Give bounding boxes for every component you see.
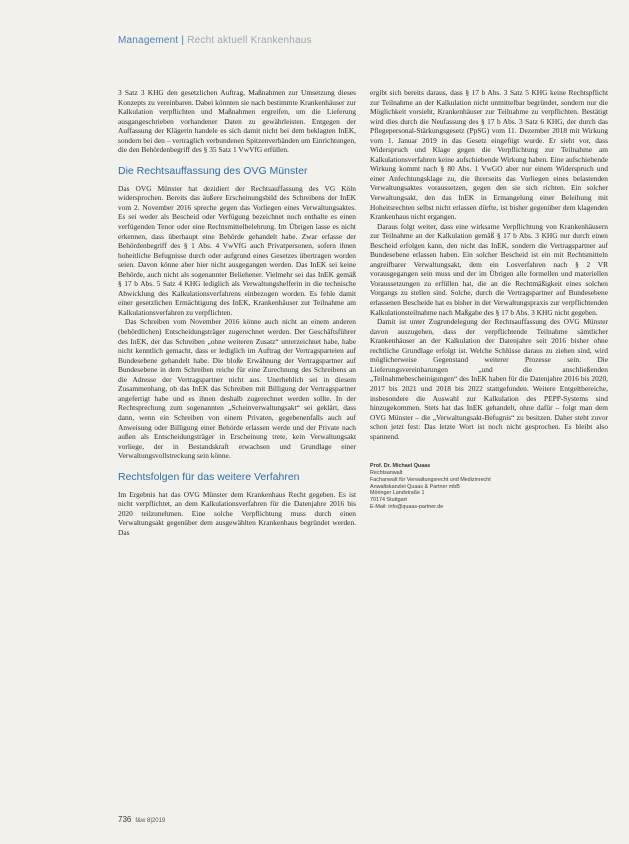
page-number: 736 — [118, 815, 132, 824]
author-line: Fachanwalt für Verwaltungsrecht und Medizinrecht — [370, 476, 491, 483]
paragraph: Daraus folgt weiter, dass eine wirksame Verpflichtung von Krankenhäusern zur Teilnahme an der Kalkulation gemäß § 17 b Abs. 3 KHG nur durch einen Bescheid erfolgen kann, den nicht das InEK, sondern die Vertragspartner auf Bundesebene erlassen haben. Ein solcher Bescheid ist ein mit Rechtsmitteln angreifbarer Verwaltungsakt, dem ein Losverfahren nach § 2 VR vorausgegangen sein muss und der im Übrigen alle formellen und materiellen Voraussetzungen zu erfüllen hat, die an die Rechtmäßigkeit eines solchen Vorgangs zu stellen sind. Solche, durch die Vertragspartner auf Bundesebene erlassenen Bescheide hat es bisher in der Verwaltungspraxis zur verpflichtenden Kalkulationsteilnahme nach Maßgabe des § 17 b Abs. 3 KHG nicht gegeben. — [370, 221, 608, 317]
header-section: Management — [118, 35, 179, 46]
header-separator: | — [181, 35, 185, 46]
section-heading: Rechtsfolgen für das weitere Verfahren — [118, 470, 300, 483]
author-name: Prof. Dr. Michael Quaas — [370, 463, 431, 470]
author-line: Anwaltskanzlei Quaas & Partner mbB — [370, 483, 460, 490]
section-heading: Die Rechtsauffassung des OVG Münster — [118, 164, 308, 177]
author-line: 70174 Stuttgart — [370, 497, 407, 504]
paragraph: 3 Satz 3 KHG den gesetzlichen Auftrag, Maßnahmen zur Umsetzung dieses Konzepts zu vereinbaren. Dabei könnten sie nach bestimmte Krankenhäuser zur Kalkulation verpflichten und Maßnahmen ergreifen, um die Lieferung ausgangeschrieben vorhandener Daten zu gewährleisten. Entgegen der Auffassung der Klägerin handele es sich damit nicht bei dem beklagten InEK, sondern bei den – vertraglich verbundenen Spitzenverbänden um Einrichtungen, die den Behördenbegriff des § 35 Satz 1 VwVfG erfüllen. — [118, 88, 356, 155]
left-column — [118, 88, 356, 537]
paragraph: Im Ergebnis hat das OVG Münster dem Krankenhaus Recht gegeben. Es ist nicht verpflichtet, an dem Kalkulationsverfahren für die Datenjahre 2016 bis 2020 teilzunehmen. Eine solche Verpflichtung muss durch einen Verwaltungsakt gegenüber dem ausgewählten Krankenhaus begründet werden. Das — [118, 489, 356, 537]
paragraph: Damit ist unter Zugrundelegung der Rechtsauffassung des OVG Münster davon auszugehen, dass der verpflichtende Teilnahme sämtlicher Krankenhäuser an der Kalkulation der Datenjahre seit 2016 bisher ohne rechtliche Grundlage erfolgt ist. Welche Schlüsse daraus zu ziehen sind, wird möglicherweise Gegenstand weiterer Prozesse sein. Die Lieferungsvereinbarungen „und die anschließenden „Teilnahmebescheinigungen“ des InEK haben für die Datenjahre 2016 bis 2020, 2017 bis 2021 und 2018 bis 2022 stattgefunden. Weitere Entgeltbereiche, insbesondere die Auswahl zur Kalkulation des PEPP-Systems sind hinzugekommen. Stets hat das InEK gehandelt, ohne dafür – folgt man dem OVG Münster – die „Verwaltungsakt-Befugnis“ zu besitzen. Daher steht zuvor schon jetzt fest: Das letzte Wort ist noch nicht gesprochen. Es bleibt also spannend. — [370, 317, 608, 441]
paragraph: ergibt sich bereits daraus, dass § 17 b Abs. 3 Satz 5 KHG keine Rechtspflicht zur Teilnahme an der Kalkulation nicht unmittelbar begründet, sondern nur die Möglichkeit vorsieht, Krankenhäuser zur Teilnahme zu verpflichten. Bestätigt wird dies durch die Neufassung des § 17 b Abs. 3 Satz 6 KHG, der durch das Pflegepersonal-Stärkungsgesetz (PpSG) vom 11. Dezember 2018 mit Wirkung vom 1. Januar 2019 in das Gesetz eingefügt wurde. Er sieht vor, dass Widerspruch und Klage gegen die Verpflichtung zur Teilnahme am Kalkulationsverfahren keine aufschiebende Wirkung haben. Eine aufschiebende Wirkung kommt nach § 80 Abs. 1 VwGO aber nur einem Widerspruch und einer Anfechtungsklage zu, die ihrerseits das Vorliegen eines belastenden Verwaltungsaktes voraussetzen, gegen den sie sich richten. Ein solcher Verwaltungsakt, den das InEK in Ermangelung einer Beleihung mit Hoheitsrechten selbst nicht erlassen dürfte, ist bisher gegenüber dem klagenden Krankenhaus nicht ergangen. — [370, 88, 608, 222]
paragraph: Das Schreiben vom November 2016 könne auch nicht an einem anderen (behördlichen) Entscheidungsträger zugerechnet werden. Der Geschäftsführer des InEK, der das Schreiben „ohne weiteren Zusatz“ unterzeichnet habe, habe nicht kenntlich gemacht, dass er lediglich im Auftrag der Vertragsparteien auf Bundesebene gehandelt habe. Die bloße Erwähnung der Vertragspartner auf Bundesebene in dem Schreiben reiche für eine Zurechnung des Schreibens an die Adresse der Vertragspartner nicht aus. Unerheblich sei in diesem Zusammenhang, ob das InEK das Schreiben mit Billigung der Vertragspartner angefertigt habe und es ihnen deshalb zugerechnet werden sollte. In der Rechtsprechung zum sogenannten „Scheinverwaltungsakt“ sei geklärt, dass dann, wenn ein Schreiben von einem Privaten, gegebenenfalls auch auf Anweisung oder Billigung einer Behörde erlassen werde und der Private nach außen als Entscheidungsträger in Erscheinung trete, kein Verwaltungsakt vorliege, der in Bestandskraft erwachsen und Grundlage einer Verwaltungsvollstreckung sein könne. — [118, 317, 356, 461]
header-subsection: Recht aktuell Krankenhaus — [187, 35, 312, 46]
running-header — [118, 35, 312, 46]
right-column — [370, 88, 608, 511]
page-footer — [118, 815, 165, 824]
author-line: E-Mail: info@quaas-partner.de — [370, 504, 444, 511]
issue-label: f&w 8|2019 — [135, 818, 166, 824]
author-line: Rechtsanwalt — [370, 470, 403, 477]
author-line: Möringer Landstraße 1 — [370, 490, 425, 497]
author-signature — [370, 463, 608, 511]
paragraph: Das OVG Münster hat dezidiert der Rechtsauffassung des VG Köln widersprochen. Bereits das äußere Erscheinungsbild des Schreibens der InEK vom 2. November 2016 spreche gegen das Vorliegen eines Verwaltungsaktes. Es sei weder als Bescheid oder Verfügung bezeichnet noch enthalte es einen verfügenden Tenor oder eine Rechtsmittelbelehrung. Im Übrigen lasse es nicht erkennen, dass überhaupt eine Behörde gehandelt habe. Zwar erfasse der Behördenbegriff des § 1 Abs. 4 VwVfG auch Privatpersonen, sofern ihnen hoheitliche Befugnisse durch oder aufgrund eines Gesetzes übertragen worden seien. Davon könne aber hier nicht ausgegangen werden. Das InEK sei keine Behörde, auch nicht als sogenannter Beliehener. Vielmehr sei das InEK gemäß § 17 b Abs. 5 Satz 4 KHG lediglich als Verwaltungshelferin in die technische Abwicklung des Kalkulationsverfahrens einbezogen worden. Es fehle damit einer gesetzlichen Ermächtigung des InEK, Krankenhäuser zur Teilnahme am Kalkulationsverfahren zu verpflichten. — [118, 183, 356, 317]
